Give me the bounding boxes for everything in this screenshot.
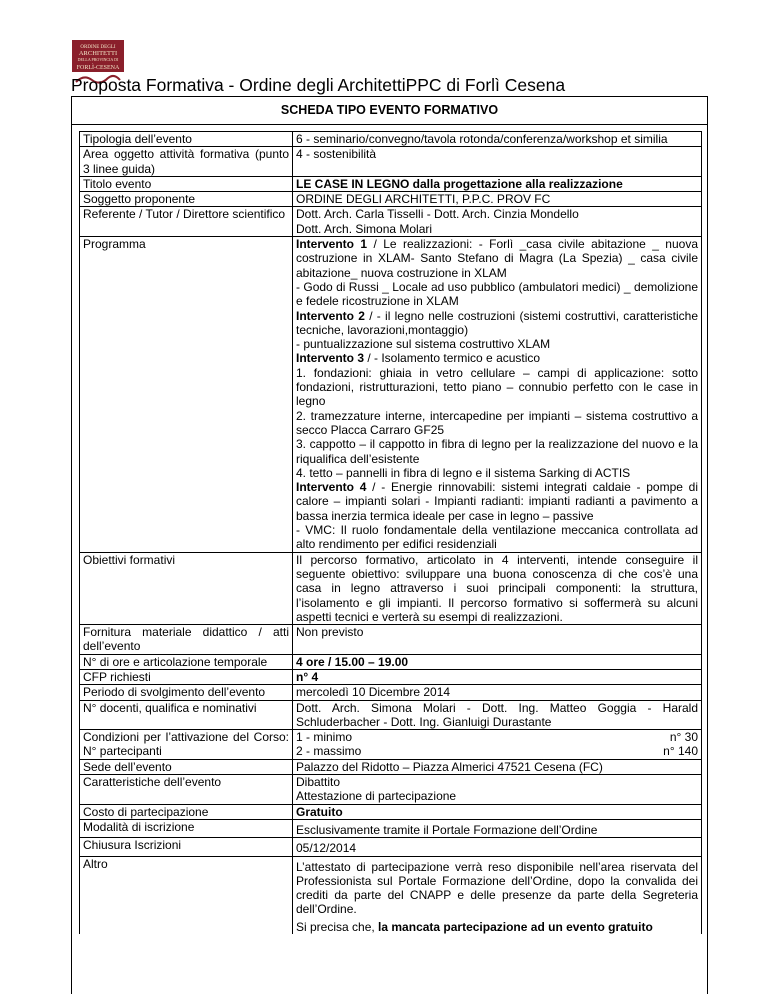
- row-value-altro: [293, 856, 702, 934]
- row-label-modalita: Modalità di iscrizione: [80, 819, 293, 837]
- document-title: Proposta Formativa - Ordine degli ArchitettiPPC di Forlì Cesena: [71, 75, 566, 95]
- partecipanti-massimo: [296, 744, 698, 758]
- intervento-3-text: / - Isolamento termico e acustico: [364, 351, 541, 366]
- table-row: [80, 700, 702, 730]
- table-row: [80, 147, 702, 177]
- intervento-3-point-4: 4. tetto – pannelli in fibra di legno e il sistema Sarking di ACTIS: [296, 465, 631, 480]
- row-value-area: 4 - sostenibilità: [293, 147, 702, 177]
- table-row: [80, 730, 702, 760]
- row-label-tipologia: Tipologia dell’evento: [80, 132, 293, 147]
- row-value-periodo: mercoledì 10 Dicembre 2014: [293, 685, 702, 700]
- row-label-chiusura: Chiusura Iscrizioni: [80, 838, 293, 856]
- intervento-3-heading: Intervento 3: [296, 351, 365, 366]
- intervento-2-text: / - il legno nelle costruzioni (sistemi costruttivi, caratteristiche tecniche, lavorazioni,montaggio): [296, 308, 698, 337]
- caratteristiche-line-1: Dibattito: [296, 775, 341, 790]
- intervento-4: [296, 480, 698, 523]
- intervento-3: [296, 351, 698, 365]
- logo-line-2: ARCHITETTI: [78, 50, 118, 57]
- row-value-fornitura: Non previsto: [293, 625, 702, 655]
- table-row: [80, 237, 702, 553]
- row-label-soggetto: Soggetto proponente: [80, 192, 293, 207]
- intervento-1-text: / Le realizzazioni: - Forlì _casa civile abitazione _ nuova costruzione in XLAM- Santo Stefano di Magra (La Spezia) _ casa civile abitazione_ nuova costruzione in XLAM: [296, 237, 698, 280]
- row-label-costo: Costo di partecipazione: [80, 804, 293, 819]
- row-label-ore: N° di ore e articolazione temporale: [80, 654, 293, 669]
- row-value-cfp: n° 4: [293, 669, 702, 684]
- row-label-fornitura: Fornitura materiale didattico / atti dell’evento: [80, 625, 293, 655]
- table-row: [80, 685, 702, 700]
- row-label-sede: Sede dell’evento: [80, 759, 293, 774]
- row-label-altro: Altro: [80, 856, 293, 934]
- intervento-2-heading: Intervento 2: [296, 308, 365, 323]
- row-value-sede: Palazzo del Ridotto – Piazza Almerici 47521 Cesena (FC): [293, 759, 702, 774]
- table-row: [80, 819, 702, 837]
- row-label-obiettivi: Obiettivi formativi: [80, 552, 293, 624]
- row-value-programma: [293, 237, 702, 553]
- referente-line-2: Dott. Arch. Simona Molari: [296, 221, 433, 236]
- row-value-soggetto: ORDINE DEGLI ARCHITETTI, P.P.C. PROV FC: [293, 192, 702, 207]
- logo-line-3: DELLA PROVINCIA DI: [77, 57, 119, 62]
- table-row: [80, 207, 702, 237]
- table-row: [80, 804, 702, 819]
- table-row: [80, 654, 702, 669]
- event-table: [79, 131, 702, 934]
- caratteristiche-line-2: Attestazione di partecipazione: [296, 789, 457, 804]
- row-label-cfp: CFP richiesti: [80, 669, 293, 684]
- logo-line-4: FORLÌ-CESENA: [76, 65, 120, 71]
- table-row: [80, 838, 702, 856]
- intervento-3-point-2: 2. tramezzature interne, intercapedine per impianti – sistema costruttivo a secco Placca Carraro GF25: [296, 408, 698, 437]
- massimo-value: n° 140: [663, 744, 698, 759]
- massimo-label: 2 - massimo: [296, 744, 362, 759]
- table-row: [80, 775, 702, 805]
- intervento-1-text-2: - Godo di Russi _ Locale ad uso pubblico (ambulatori medici) _ demolizione e fedele ricostruzione in XLAM: [296, 279, 698, 309]
- partecipanti-minimo: [296, 730, 698, 744]
- logo-line-1: ORDINE DEGLI: [80, 45, 116, 50]
- row-value-caratteristiche: [293, 775, 702, 805]
- row-value-modalita: Esclusivamente tramite il Portale Formazione dell’Ordine: [293, 819, 702, 837]
- row-label-caratteristiche: Caratteristiche dell’evento: [80, 775, 293, 805]
- intervento-4-text: / - Energie rinnovabili: sistemi integrati caldaie - pompe di calore – impianti solari - Impianti radianti: impianti radianti a pavimento a bassa inerzia termica ideale per case in legno – passive: [296, 480, 699, 523]
- table-row: [80, 625, 702, 655]
- table-row: [80, 176, 702, 191]
- row-label-programma: Programma: [80, 237, 293, 553]
- minimo-label: 1 - minimo: [296, 730, 353, 745]
- intervento-4-text-2: - VMC: Il ruolo fondamentale della ventilazione meccanica controllata ad alto rendimento per edifici residenziali: [296, 523, 698, 552]
- scheda-title: SCHEDA TIPO EVENTO FORMATIVO: [72, 97, 707, 125]
- table-row: [80, 132, 702, 147]
- row-label-condizioni: Condizioni per l’attivazione del Corso: N° partecipanti: [80, 730, 293, 760]
- row-label-referente: Referente / Tutor / Direttore scientifico: [80, 207, 293, 237]
- row-value-condizioni: [293, 730, 702, 760]
- intervento-1-heading: Intervento 1: [296, 237, 368, 252]
- intervento-4-heading: Intervento 4: [296, 480, 367, 495]
- row-label-periodo: Periodo di svolgimento dell’evento: [80, 685, 293, 700]
- table-row: [80, 759, 702, 774]
- referente-line-1: Dott. Arch. Carla Tisselli - Dott. Arch. Cinzia Mondello: [296, 207, 579, 222]
- intervento-3-point-3: 3. cappotto – il cappotto in fibra di legno per la realizzazione del nuovo e la riqualifica dell’esistente: [296, 437, 698, 466]
- altro-paragraph-2: [296, 920, 698, 934]
- table-row: [80, 856, 702, 934]
- row-value-costo: Gratuito: [293, 804, 702, 819]
- minimo-value: n° 30: [669, 730, 698, 745]
- table-row: [80, 192, 702, 207]
- intervento-3-point-1: 1. fondazioni: ghiaia in vetro cellulare – campi di applicazione: sotto fondazioni, ristrutturazioni, tetto piano – connubio perfetto con le case in legno: [296, 365, 698, 409]
- altro-paragraph-2-bold: la mancata partecipazione ad un evento gratuito: [378, 919, 653, 934]
- row-value-tipologia: 6 - seminario/convegno/tavola rotonda/conferenza/workshop et similia: [293, 132, 702, 147]
- row-value-chiusura: 05/12/2014: [293, 838, 702, 856]
- row-label-area: Area oggetto attività formativa (punto 3 linee guida): [80, 147, 293, 177]
- intervento-2-text-2: - puntualizzazione sul sistema costruttivo XLAM: [296, 337, 551, 352]
- row-value-referente: [293, 207, 702, 237]
- altro-paragraph-2-start: Si precisa che,: [296, 919, 379, 934]
- row-label-docenti: N° docenti, qualifica e nominativi: [80, 700, 293, 730]
- row-value-docenti: Dott. Arch. Simona Molari - Dott. Ing. Matteo Goggia - Harald Schluderbacher - Dott. Ing. Gianluigi Durastante: [293, 700, 702, 730]
- row-value-obiettivi: Il percorso formativo, articolato in 4 interventi, intende conseguire il seguente obiettivo: sviluppare una buona conoscenza di che cos’è una casa in legno attraverso i suoi principali componenti: la struttura, l’isolamento e gli impianti. Il percorso formativo si soffermerà su alcuni aspetti tecnici e verterà su esempi di realizzazioni.: [293, 552, 702, 624]
- intervento-2: [296, 309, 698, 338]
- intervento-1: [296, 237, 698, 280]
- altro-paragraph-1: L’attestato di partecipazione verrà reso disponibile nell’area riservata del Professionista sul Portale Formazione dell’Ordine, dopo la convalida dei crediti da parte del CNAPP e delle presenze da parte della Segreteria dell’Ordine.: [296, 859, 698, 917]
- table-row: [80, 669, 702, 684]
- row-value-ore: 4 ore / 15.00 – 19.00: [293, 654, 702, 669]
- table-row: [80, 552, 702, 624]
- scheda-frame: [71, 96, 708, 994]
- row-value-titolo: LE CASE IN LEGNO dalla progettazione alla realizzazione: [293, 176, 702, 191]
- row-label-titolo: Titolo evento: [80, 176, 293, 191]
